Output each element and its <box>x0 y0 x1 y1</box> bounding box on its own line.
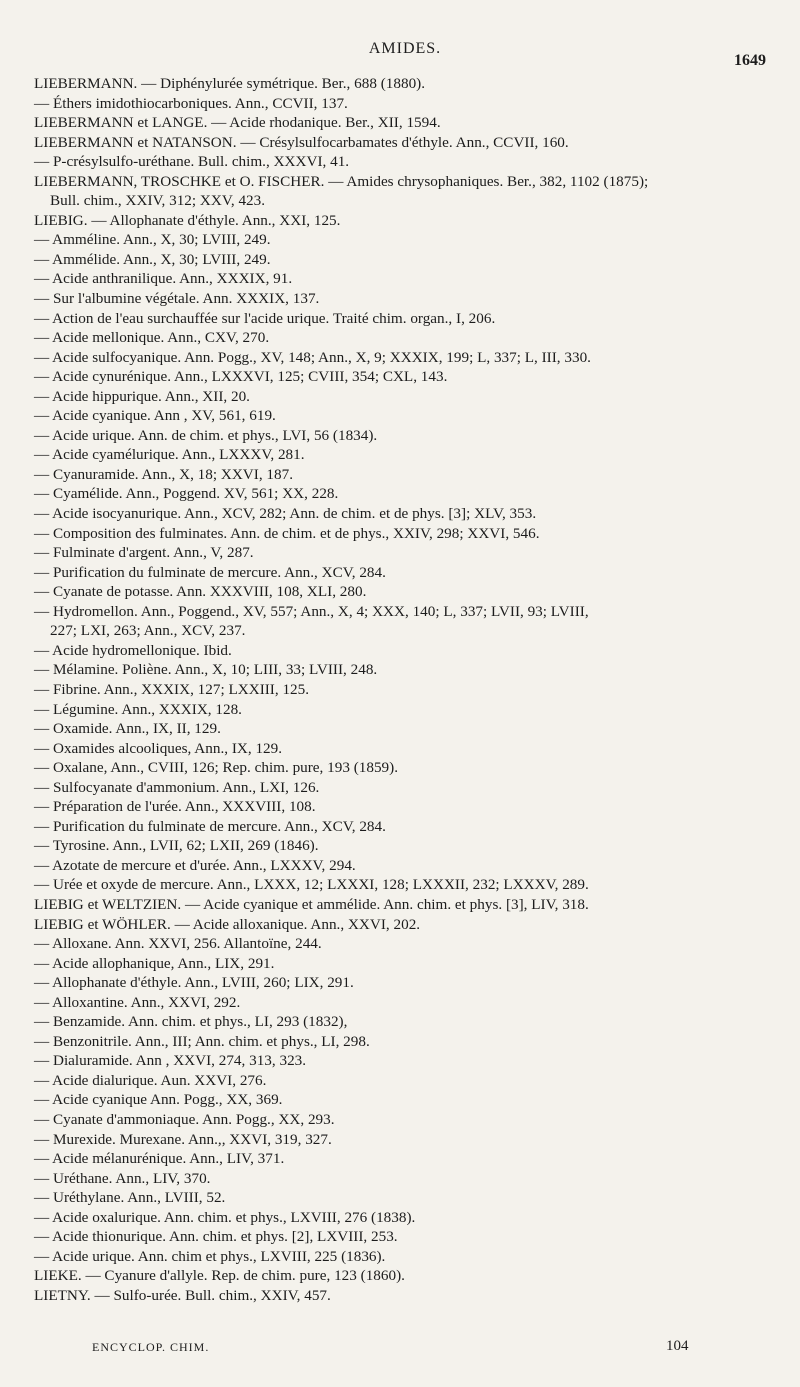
bibliography-entry: — Purification du fulminate de mercure. Ann., XCV, 284. <box>34 563 386 581</box>
bibliography-entry: — Acide mellonique. Ann., CXV, 270. <box>34 329 270 347</box>
bibliography-entry: — Allophanate d'éthyle. Ann., LVIII, 260; LIX, 291. <box>34 974 354 992</box>
bibliography-entry: LIEBERMANN, TROSCHKE et O. FISCHER. — Amides chrysophaniques. Ber., 382, 1102 (1875); <box>34 172 649 190</box>
bibliography-entry: — Alloxantine. Ann., XXVI, 292. <box>34 993 241 1011</box>
bibliography-entry: LIEKE. — Cyanure d'allyle. Rep. de chim. pure, 123 (1860). <box>34 1267 405 1285</box>
bibliography-entry: — Fibrine. Ann., XXXIX, 127; LXXIII, 125. <box>34 680 310 698</box>
bibliography-entry: — Cyanuramide. Ann., X, 18; XXVI, 187. <box>34 465 294 483</box>
running-head <box>34 40 776 70</box>
bibliography-entry: — Fulminate d'argent. Ann., V, 287. <box>34 544 254 562</box>
footer-sheet-number: 104 <box>666 1338 689 1354</box>
bibliography-entry: — Éthers imidothiocarboniques. Ann., CCVII, 137. <box>34 94 348 112</box>
bibliography-entry: — Acide allophanique, Ann., LIX, 291. <box>34 954 275 972</box>
bibliography-entry: — Sur l'albumine végétale. Ann. XXXIX, 137. <box>34 290 320 308</box>
bibliography-entry: — Oxalane, Ann., CVIII, 126; Rep. chim. pure, 193 (1859). <box>34 759 399 777</box>
bibliography-entry: — Purification du fulminate de mercure. Ann., XCV, 284. <box>34 817 386 835</box>
bibliography-entry: — Tyrosine. Ann., LVII, 62; LXII, 269 (1846). <box>34 837 319 855</box>
bibliography-entry: — Acide sulfocyanique. Ann. Pogg., XV, 148; Ann., X, 9; XXXIX, 199; L, 337; L, III, 330. <box>34 348 591 366</box>
bibliography-entry-continuation: 227; LXI, 263; Ann., XCV, 237. <box>50 622 246 640</box>
bibliography-entry: — Alloxane. Ann. XXVI, 256. Allantoïne, 244. <box>34 935 322 953</box>
bibliography-entry: — Préparation de l'urée. Ann., XXXVIII, 108. <box>34 798 316 816</box>
bibliography-entry: — Acide urique. Ann. de chim. et phys., LVI, 56 (1834). <box>34 426 378 444</box>
bibliography-entry: LIEBIG. — Allophanate d'éthyle. Ann., XXI, 125. <box>34 211 341 229</box>
bibliography-entry: — Cyamélide. Ann., Poggend. XV, 561; XX, 228. <box>34 485 339 503</box>
bibliography-entry: — Action de l'eau surchauffée sur l'acide urique. Traité chim. organ., I, 206. <box>34 309 496 327</box>
page-number: 1649 <box>734 52 766 69</box>
bibliography-entry: — Dialuramide. Ann , XXVI, 274, 313, 323. <box>34 1052 307 1070</box>
bibliography-entry: — Ammélide. Ann., X, 30; LVIII, 249. <box>34 250 271 268</box>
bibliography-entry: — Urée et oxyde de mercure. Ann., LXXX, 12; LXXXI, 128; LXXXII, 232; LXXXV, 289. <box>34 876 589 894</box>
bibliography-entry: — Oxamide. Ann., IX, II, 129. <box>34 720 221 738</box>
bibliography-entry: — Cyanate de potasse. Ann. XXXVIII, 108, XLI, 280. <box>34 583 367 601</box>
bibliography-entry: — Amméline. Ann., X, 30; LVIII, 249. <box>34 231 271 249</box>
bibliography-entry: — Mélamine. Poliène. Ann., X, 10; LIII, 33; LVIII, 248. <box>34 661 378 679</box>
bibliography-list <box>34 74 776 1305</box>
bibliography-entry: LIETNY. — Sulfo-urée. Bull. chim., XXIV, 457. <box>34 1286 331 1304</box>
bibliography-entry: — Acide hippurique. Ann., XII, 20. <box>34 387 250 405</box>
bibliography-entry: — Cyanate d'ammoniaque. Ann. Pogg., XX, 293. <box>34 1110 335 1128</box>
bibliography-entry-continuation: Bull. chim., XXIV, 312; XXV, 423. <box>50 192 266 210</box>
bibliography-entry: — Uréthylane. Ann., LVIII, 52. <box>34 1189 226 1207</box>
bibliography-entry: — Benzonitrile. Ann., III; Ann. chim. et phys., LI, 298. <box>34 1032 370 1050</box>
bibliography-entry: — Acide anthranilique. Ann., XXXIX, 91. <box>34 270 293 288</box>
bibliography-entry: LIEBERMANN et NATANSON. — Crésylsulfocarbamates d'éthyle. Ann., CCVII, 160. <box>34 133 569 151</box>
bibliography-entry: — Acide cynurénique. Ann., LXXXVI, 125; CVIII, 354; CXL, 143. <box>34 368 448 386</box>
bibliography-entry: LIEBIG et WÖHLER. — Acide alloxanique. Ann., XXVI, 202. <box>34 915 421 933</box>
bibliography-entry: LIEBIG et WELTZIEN. — Acide cyanique et ammélide. Ann. chim. et phys. [3], LIV, 318. <box>34 895 589 913</box>
bibliography-entry: — Oxamides alcooliques, Ann., IX, 129. <box>34 739 283 757</box>
bibliography-entry: — Benzamide. Ann. chim. et phys., LI, 293 (1832), <box>34 1013 348 1031</box>
bibliography-entry: — Acide isocyanurique. Ann., XCV, 282; Ann. de chim. et de phys. [3]; XLV, 353. <box>34 505 537 523</box>
bibliography-entry: LIEBERMANN. — Diphénylurée symétrique. Ber., 688 (1880). <box>34 75 426 92</box>
bibliography-entry: — Acide oxalurique. Ann. chim. et phys., LXVIII, 276 (1838). <box>34 1208 416 1226</box>
bibliography-entry: — Acide cyanique. Ann , XV, 561, 619. <box>34 407 276 425</box>
bibliography-entry: — Acide hydromellonique. Ibid. <box>34 641 232 659</box>
bibliography-entry: — Acide thionurique. Ann. chim. et phys. [2], LXVIII, 253. <box>34 1228 398 1246</box>
bibliography-entry: — Composition des fulminates. Ann. de chim. et de phys., XXIV, 298; XXVI, 546. <box>34 524 540 542</box>
bibliography-entry: — Uréthane. Ann., LIV, 370. <box>34 1169 211 1187</box>
bibliography-entry: — Acide cyamélurique. Ann., LXXXV, 281. <box>34 446 305 464</box>
bibliography-entry: — Acide dialurique. Aun. XXVI, 276. <box>34 1071 267 1089</box>
document-page <box>34 30 776 1370</box>
page-title: AMIDES. <box>368 40 442 57</box>
bibliography-entry: — Légumine. Ann., XXXIX, 128. <box>34 700 242 718</box>
bibliography-entry: — Hydromellon. Ann., Poggend., XV, 557; Ann., X, 4; XXX, 140; L, 337; LVII, 93; LVIII, <box>34 602 589 620</box>
bibliography-entry: — Acide mélanurénique. Ann., LIV, 371. <box>34 1150 285 1168</box>
bibliography-entry: LIEBERMANN et LANGE. — Acide rhodanique. Ber., XII, 1594. <box>34 114 441 132</box>
bibliography-entry: — Acide cyanique Ann. Pogg., XX, 369. <box>34 1091 283 1109</box>
page-footer <box>34 1336 776 1360</box>
bibliography-entry: — P-crésylsulfo-uréthane. Bull. chim., XXXVI, 41. <box>34 153 350 171</box>
bibliography-entry: — Murexide. Murexane. Ann.,, XXVI, 319, 327. <box>34 1130 332 1148</box>
footer-signature: ENCYCLOP. CHIM. <box>92 1340 210 1354</box>
bibliography-entry: — Acide urique. Ann. chim et phys., LXVIII, 225 (1836). <box>34 1247 386 1265</box>
bibliography-entry: — Azotate de mercure et d'urée. Ann., LXXXV, 294. <box>34 856 356 874</box>
bibliography-entry: — Sulfocyanate d'ammonium. Ann., LXI, 126. <box>34 778 320 796</box>
